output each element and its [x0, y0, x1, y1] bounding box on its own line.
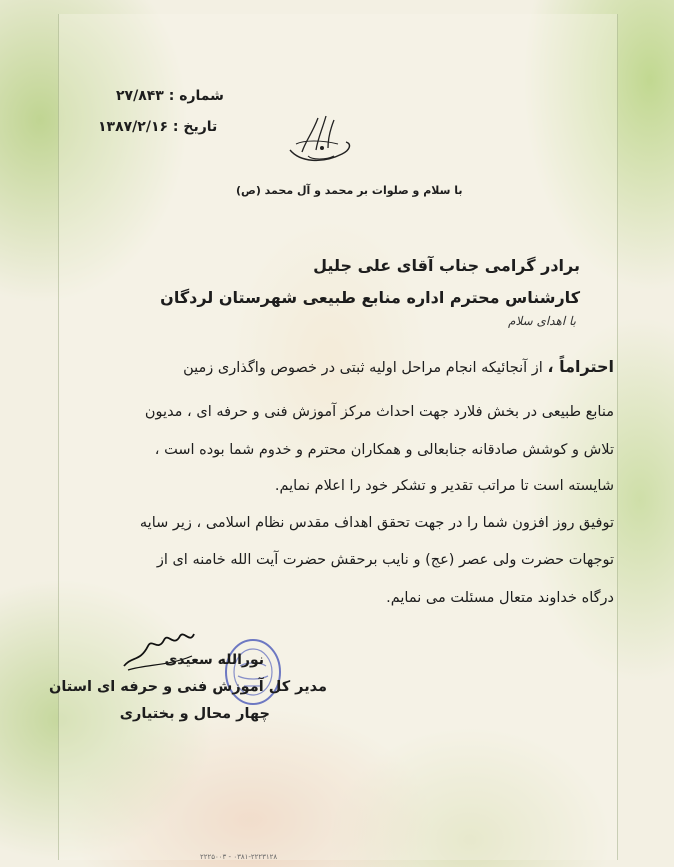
body-line-1 [183, 357, 614, 376]
body-line-2: منابع طبیعی در بخش فلارد جهت احداث مرکز آموزش فنی و حرفه ای ، مدیون [144, 404, 614, 420]
date-value: ۱۳۸۷/۲/۱۶ [98, 119, 169, 135]
body-line-4: شایسته است تا مراتب تقدیر و تشکر خود را اعلام نمایم. [274, 478, 614, 494]
body-line-6: توجهات حضرت ولی عصر (عج) و نایب برحقش حضرت آیت الله خامنه ای از [156, 552, 614, 568]
handwritten-note: با اهدای سلام [508, 314, 576, 328]
number-value: ۲۷/۸۴۳ [116, 88, 164, 104]
signer-title-1: مدیر کل آموزش فنی و حرفه ای استان [48, 679, 327, 695]
body-line-5: توفیق روز افزون شما را در جهت تحقق اهداف مقدس نظام اسلامی ، زیر سایه [139, 515, 614, 531]
footer-contact: ۰۳۸۱-۲۲۲۳۱۲۸ - ۲۲۲۵۰۰۳ [200, 853, 278, 861]
body-line-3: تلاش و کوشش صادقانه جنابعالی و همکاران محترم و خدوم شما بوده است ، [154, 442, 614, 458]
signer-title-2: چهار محال و بختیاری [119, 706, 270, 722]
date-label: تاریخ : [172, 119, 218, 135]
signer-name: نورالله سعیدی [164, 652, 264, 668]
letter-number [116, 88, 224, 104]
body-opening: احتراماً ، [547, 357, 614, 376]
body-line1-rest: از آنجائیکه انجام مراحل اولیه ثبتی در خصوص واگذاری زمین [183, 360, 543, 376]
number-label: شماره : [168, 88, 224, 104]
recipient-line1: برادر گرامی جناب آقای علی جلیل [313, 256, 580, 275]
calligraphy-emblem-icon [282, 110, 356, 168]
salutation: با سلام و صلوات بر محمد و آل محمد (ص) [236, 184, 463, 197]
letter-date [98, 119, 217, 135]
official-stamp-icon [222, 636, 284, 708]
body-line-7: درگاه خداوند متعال مسئلت می نمایم. [386, 590, 614, 606]
recipient-line2: کارشناس محترم اداره منابع طبیعی شهرستان لردگان [160, 288, 580, 307]
